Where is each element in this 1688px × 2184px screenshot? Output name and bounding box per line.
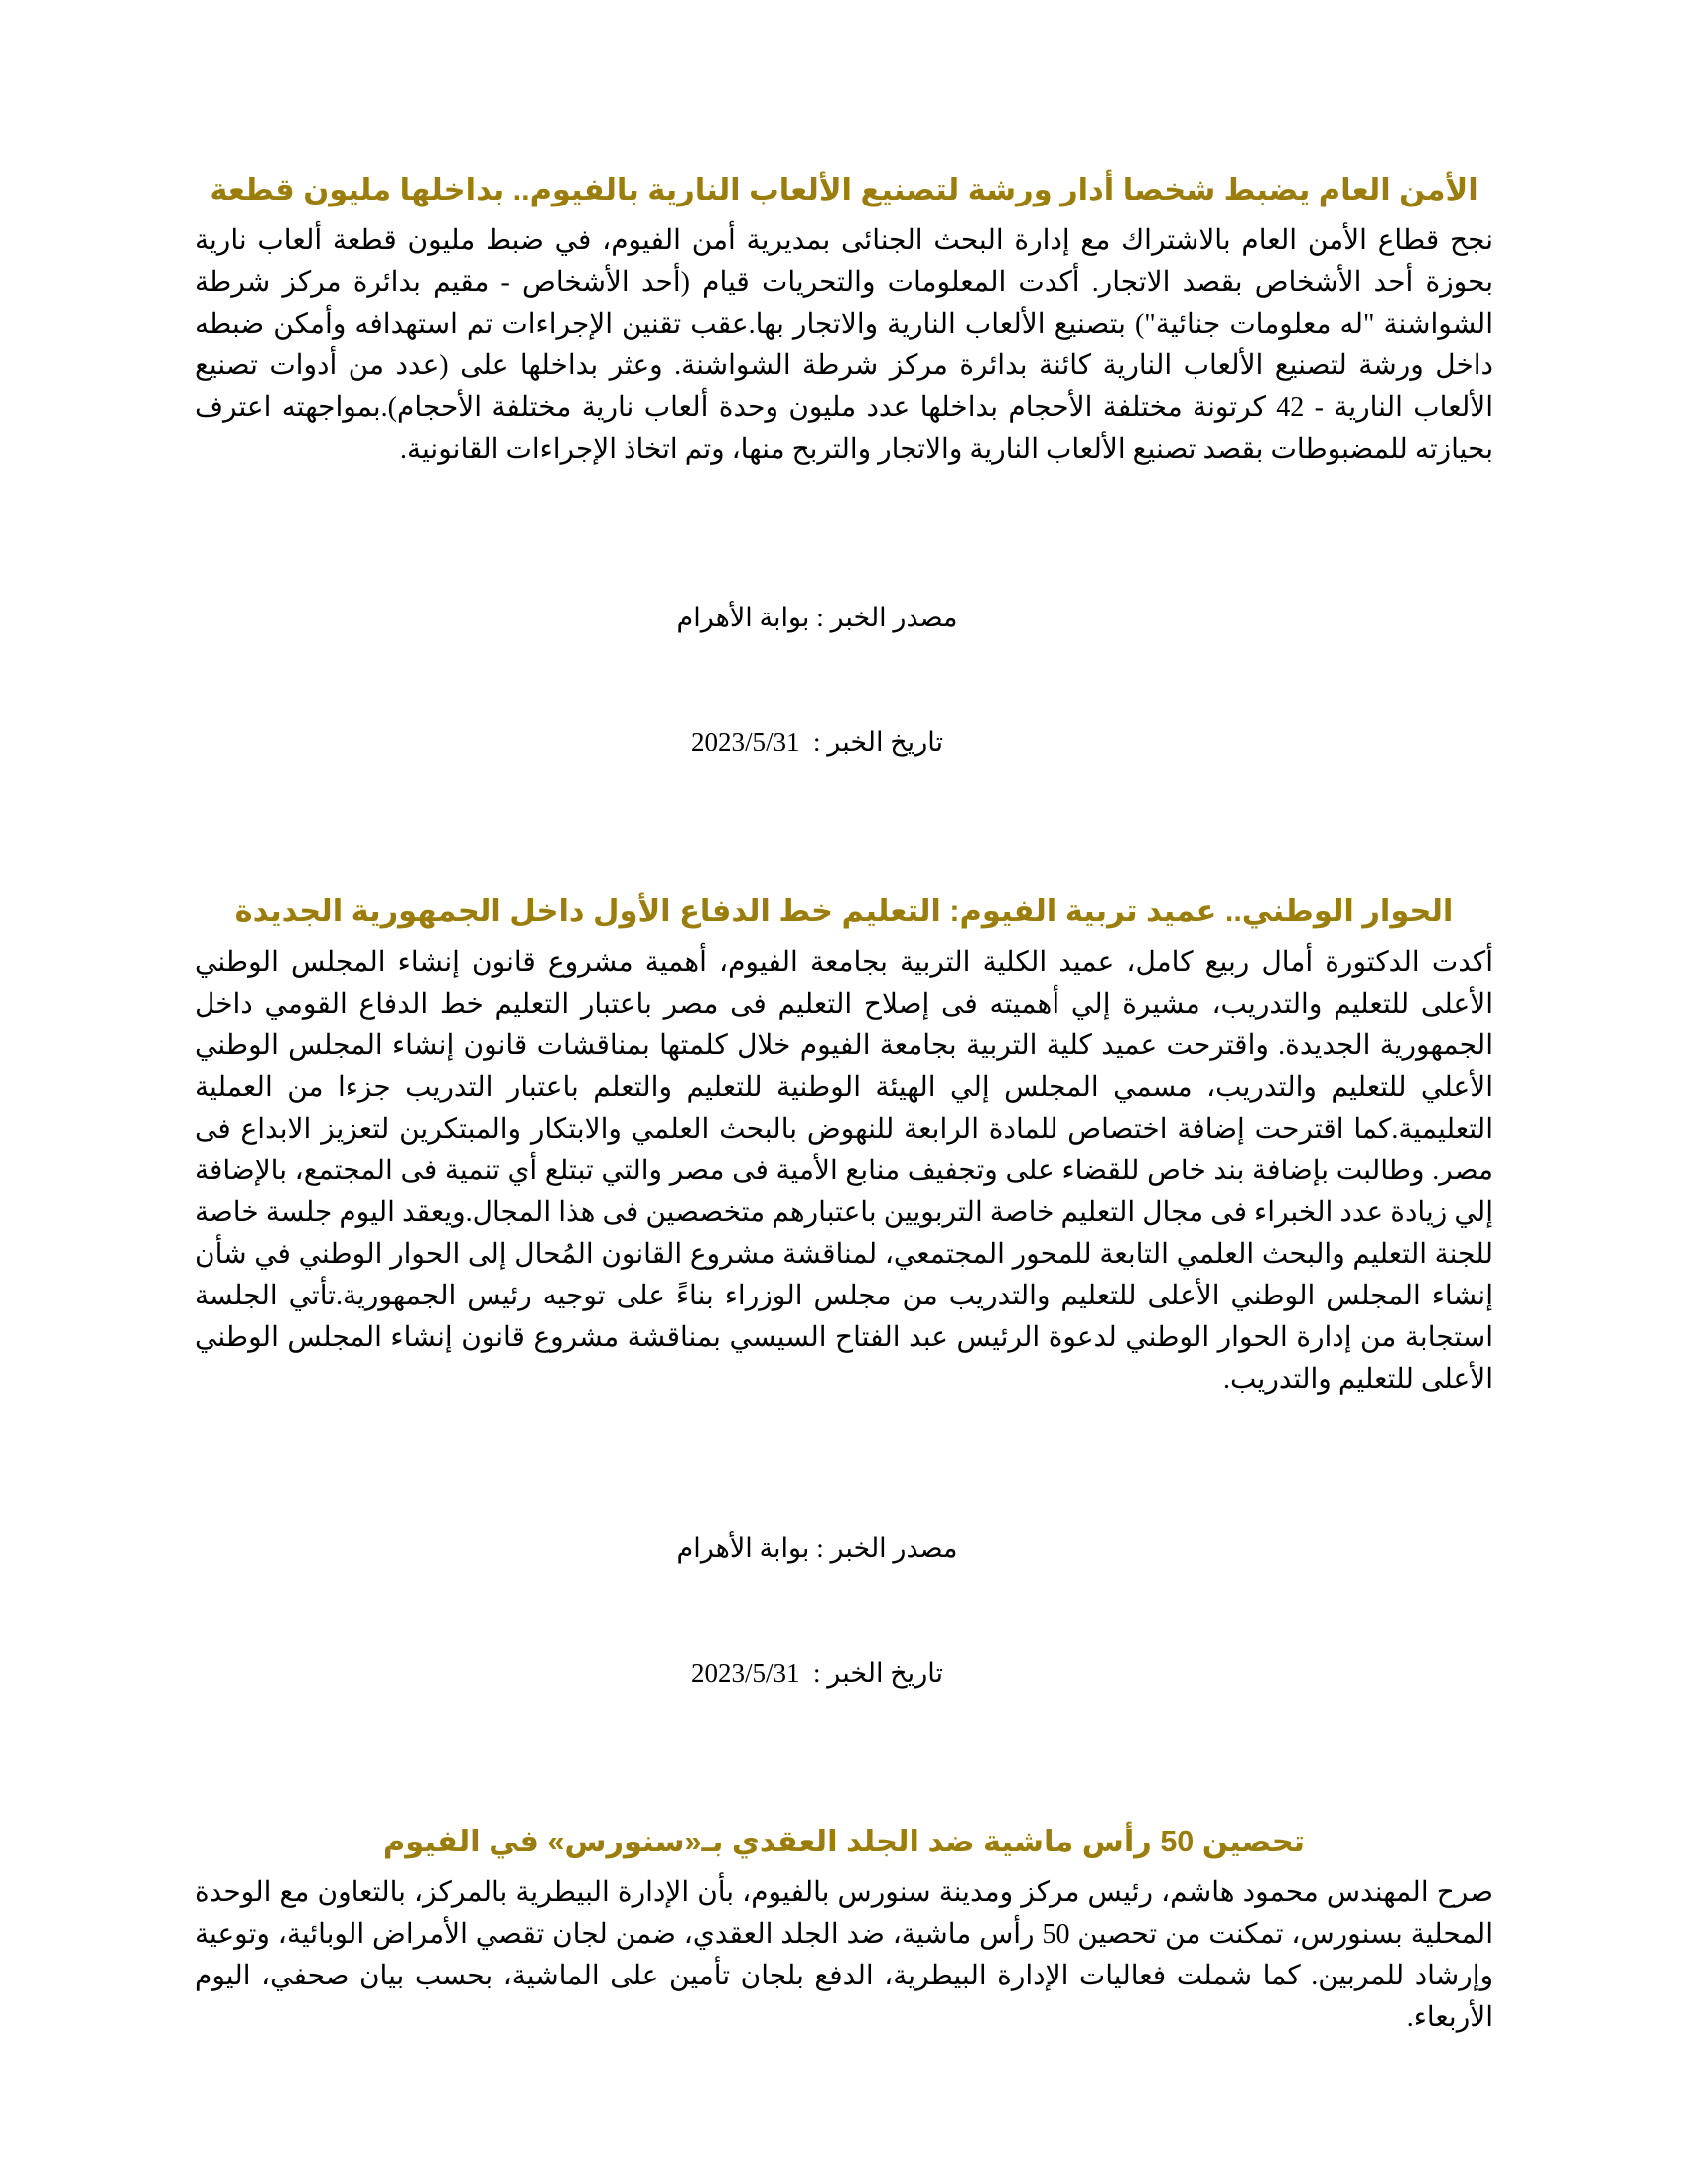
article-1-meta	[195, 556, 1493, 805]
article-2	[195, 890, 1493, 1735]
article-2-source-label: مصدر الخبر	[830, 1533, 958, 1564]
section-spacer-2	[195, 1735, 1493, 1821]
article-2-date-separator: :	[799, 1657, 828, 1688]
article-1-source-label: مصدر الخبر	[830, 602, 958, 632]
article-2-body: أكدت الدكتورة أمال ربيع كامل، عميد الكلية التربية بجامعة الفيوم، أهمية مشروع قانون إنشاء المجلس الوطني الأعلى للتعليم والتدريب، مشيرة إلي أهميته فى إصلاح التعليم فى مصر باعتبار التعليم خط الدفاع القومي داخل الجمهورية الجديدة. واقترحت عميد كلية التربية بجامعة الفيوم خلال كلمتها بمناقشات قانون إنشاء المجلس الوطني الأعلي للتعليم والتدريب، مسمي المجلس إلي الهيئة الوطنية للتعليم والتعلم باعتبار التدريب جزءا من العملية التعليمية.كما اقترحت إضافة اختصاص للمادة الرابعة للنهوض بالبحث العلمي والابتكار والمبتكرين لتعزيز الابداع فى مصر. وطالبت بإضافة بند خاص للقضاء على وتجفيف منابع الأمية فى مصر والتي تبتلع أي تنمية فى المجتمع، بالإضافة إلي زيادة عدد الخبراء فى مجال التعليم خاصة التربويين باعتبارهم متخصصين فى هذا المجال.ويعقد اليوم جلسة خاصة للجنة التعليم والبحث العلمي التابعة للمحور المجتمعي، لمناقشة مشروع القانون المُحال إلى الحوار الوطني في شأن إنشاء المجلس الوطني الأعلى للتعليم والتدريب من مجلس الوزراء بناءً على توجيه رئيس الجمهورية.تأتي الجلسة استجابة من إدارة الحوار الوطني لدعوة الرئيس عبد الفتاح السيسي بمناقشة مشروع قانون إنشاء المجلس الوطني الأعلى للتعليم والتدريب.	[195, 947, 1493, 1396]
article-1-body: نجح قطاع الأمن العام بالاشتراك مع إدارة البحث الجنائى بمديرية أمن الفيوم، في ضبط مليون قطعة ألعاب نارية بحوزة أحد الأشخاص بقصد الاتجار. أكدت المعلومات والتحريات قيام (أحد الأشخاص - مقيم بدائرة مركز شرطة الشواشنة "له معلومات جنائية") بتصنيع الألعاب النارية والاتجار بها.عقب تقنين الإجراءات تم استهدافه وأمكن ضبطه داخل ورشة لتصنيع الألعاب النارية كائنة بدائرة مركز شرطة الشواشنة. وعثر بداخلها على (عدد من أدوات تصنيع الألعاب النارية - 42 كرتونة مختلفة الأحجام بداخلها عدد مليون وحدة ألعاب نارية مختلفة الأحجام).بمواجهته اعترف بحيازته للمضبوطات بقصد تصنيع الألعاب النارية والاتجار والتربح منها، وتم اتخاذ الإجراءات القانونية.	[195, 225, 1494, 466]
article-1-date-value: 2023/5/31	[691, 727, 800, 757]
article-1-title: الأمن العام يضبط شخصا أدار ورشة لتصنيع الألعاب النارية بالفيوم.. بداخلها مليون قطعة	[210, 173, 1478, 206]
article-2-source-separator: :	[809, 1533, 831, 1564]
article-1	[195, 169, 1493, 805]
article-2-source-value: بوابة الأهرام	[676, 1533, 810, 1564]
article-3-title: تحصين 50 رأس ماشية ضد الجلد العقدي بـ«سنورس» في الفيوم	[382, 1825, 1306, 1859]
article-1-date-label: تاريخ الخبر	[827, 727, 943, 757]
article-2-date-line	[195, 1611, 1493, 1736]
article-1-source-value: بوابة الأهرام	[676, 602, 810, 632]
section-spacer-1	[195, 805, 1493, 890]
article-2-date-label: تاريخ الخبر	[827, 1657, 943, 1688]
article-1-date-line	[195, 681, 1493, 806]
article-1-date-separator: :	[799, 727, 828, 757]
article-2-meta	[195, 1486, 1493, 1735]
article-2-source-line	[195, 1486, 1493, 1611]
article-2-date-value: 2023/5/31	[691, 1657, 800, 1688]
article-1-source-separator: :	[809, 602, 831, 632]
article-2-title: الحوار الوطني.. عميد تربية الفيوم: التعليم خط الدفاع الأول داخل الجمهورية الجديدة	[234, 894, 1454, 929]
article-3-body: صرح المهندس محمود هاشم، رئيس مركز ومدينة سنورس بالفيوم، بأن الإدارة البيطرية بالمركز، بالتعاون مع الوحدة المحلية بسنورس، تمكنت من تحصين 50 رأس ماشية، ضد الجلد العقدي، ضمن لجان تقصي الأمراض الوبائية، وتوعية وإرشاد للمربين. كما شملت فعاليات الإدارة البيطرية، الدفع بلجان تأمين على الماشية، بحسب بيان صحفي، اليوم الأربعاء.	[195, 1877, 1493, 2034]
article-1-source-line	[195, 556, 1493, 681]
article-3	[195, 1821, 1493, 2039]
